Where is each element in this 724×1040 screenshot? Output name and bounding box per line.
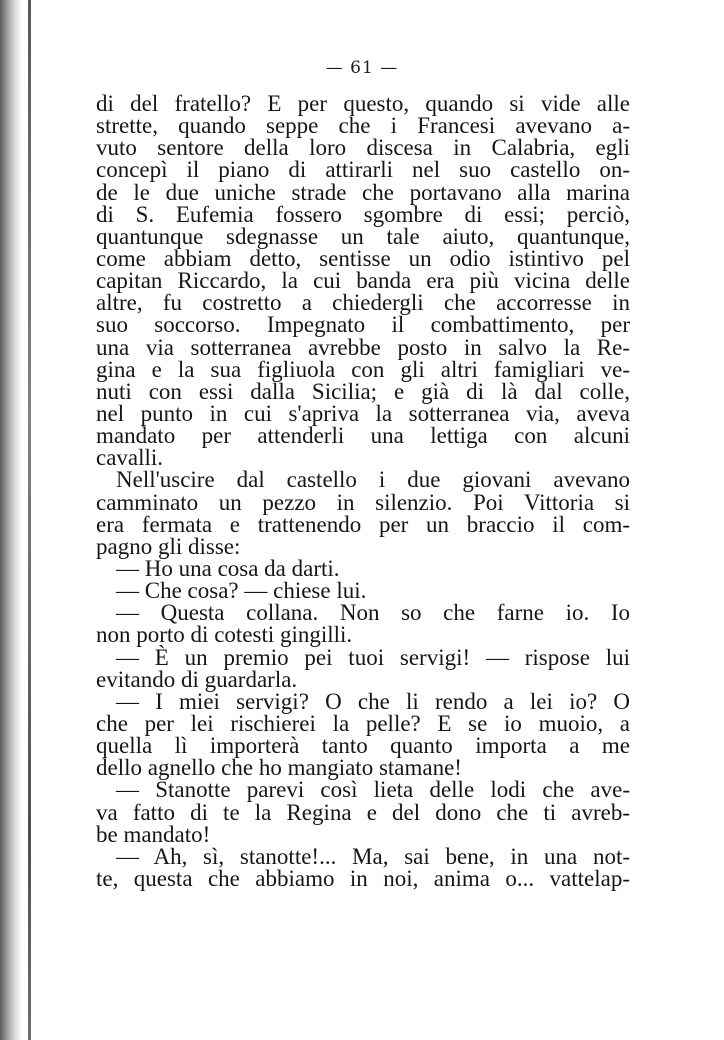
- dialogue-paragraph: [96, 688, 630, 781]
- text-line: di S. Eufemia fossero sgombre di essi; perciò,: [96, 201, 630, 227]
- text-line: era fermata e trattenendo per un braccio il com-: [96, 511, 630, 537]
- text-line: non porto di cotesti gingilli.: [96, 622, 353, 648]
- text-line: strette, quando seppe che i Francesi avevano a-: [96, 113, 630, 139]
- paragraph: [96, 93, 630, 469]
- text-line: evitando di guardarla.: [96, 666, 298, 692]
- dialogue-paragraph: [96, 644, 630, 692]
- text-line: nuti con essi dalla Sicilia; e già di là dal colle,: [96, 378, 630, 404]
- paragraph: [96, 469, 630, 558]
- text-line: vuto sentore della loro discesa in Calabria, egli: [96, 135, 630, 161]
- text-line: camminato un pezzo in silenzio. Poi Vittoria si: [96, 489, 630, 515]
- text-line: gina e la sua figliuola con gli altri famigliari ve-: [96, 356, 630, 382]
- text-line: — I miei servigi? O che li rendo a lei io? O: [116, 688, 630, 714]
- text-line: — Ho una cosa da darti.: [116, 555, 340, 581]
- book-gutter-line: [28, 0, 31, 1040]
- text-line: come abbiam detto, sentisse un odio istintivo pel: [96, 245, 630, 271]
- text-line: che per lei rischierei la pelle? E se io muoio, a: [96, 710, 630, 736]
- text-line: te, questa che abbiamo in noi, anima o... vattelap-: [96, 865, 630, 891]
- text-line: concepì il piano di attirarli nel suo castello on-: [96, 157, 630, 183]
- body-text: [96, 93, 630, 890]
- text-line: quella lì importerà tanto quanto importa a me: [96, 733, 630, 759]
- text-line: pagno gli disse:: [96, 533, 241, 559]
- text-line: — Stanotte parevi così lieta delle lodi che ave-: [116, 777, 630, 803]
- page-number: — 61 —: [325, 58, 399, 78]
- text-line: — Questa collana. Non so che farne io. Io: [116, 600, 630, 626]
- text-line: va fatto di te la Regina e del dono che ti avreb-: [96, 799, 630, 825]
- text-line: — Ah, sì, stanotte!... Ma, sai bene, in una not-: [116, 843, 630, 869]
- book-spine-shadow: [0, 0, 22, 1040]
- text-line: mandato per attenderli una lettiga con alcuni: [96, 423, 630, 449]
- text-line: capitan Riccardo, la cui banda era più vicina delle: [96, 268, 630, 294]
- text-line: una via sotterranea avrebbe posto in salvo la Re-: [96, 334, 630, 360]
- text-line: altre, fu costretto a chiedergli che accorresse in: [96, 290, 630, 316]
- text-line: nel punto in cui s'apriva la sotterranea via, aveva: [96, 400, 630, 426]
- text-line: be mandato!: [96, 821, 211, 847]
- text-line: quantunque sdegnasse un tale aiuto, quantunque,: [96, 223, 630, 249]
- dialogue-paragraph: [96, 779, 630, 845]
- text-line: — È un premio pei tuoi servigi! — rispose lui: [116, 644, 630, 670]
- text-line: Nell'uscire dal castello i due giovani avevano: [116, 467, 630, 493]
- dialogue-paragraph: [96, 843, 630, 891]
- dialogue-paragraph: [96, 580, 630, 602]
- text-line: cavalli.: [96, 445, 164, 471]
- text-line: di del fratello? E per questo, quando si vide alle: [96, 91, 630, 116]
- text-line: suo soccorso. Impegnato il combattimento, per: [96, 312, 630, 338]
- text-line: dello agnello che ho mangiato stamane!: [96, 755, 462, 781]
- text-line: de le due uniche strade che portavano alla marina: [96, 179, 630, 205]
- dialogue-paragraph: [96, 555, 630, 581]
- dialogue-paragraph: [96, 602, 630, 646]
- text-line: — Che cosa? — chiese lui.: [116, 578, 367, 604]
